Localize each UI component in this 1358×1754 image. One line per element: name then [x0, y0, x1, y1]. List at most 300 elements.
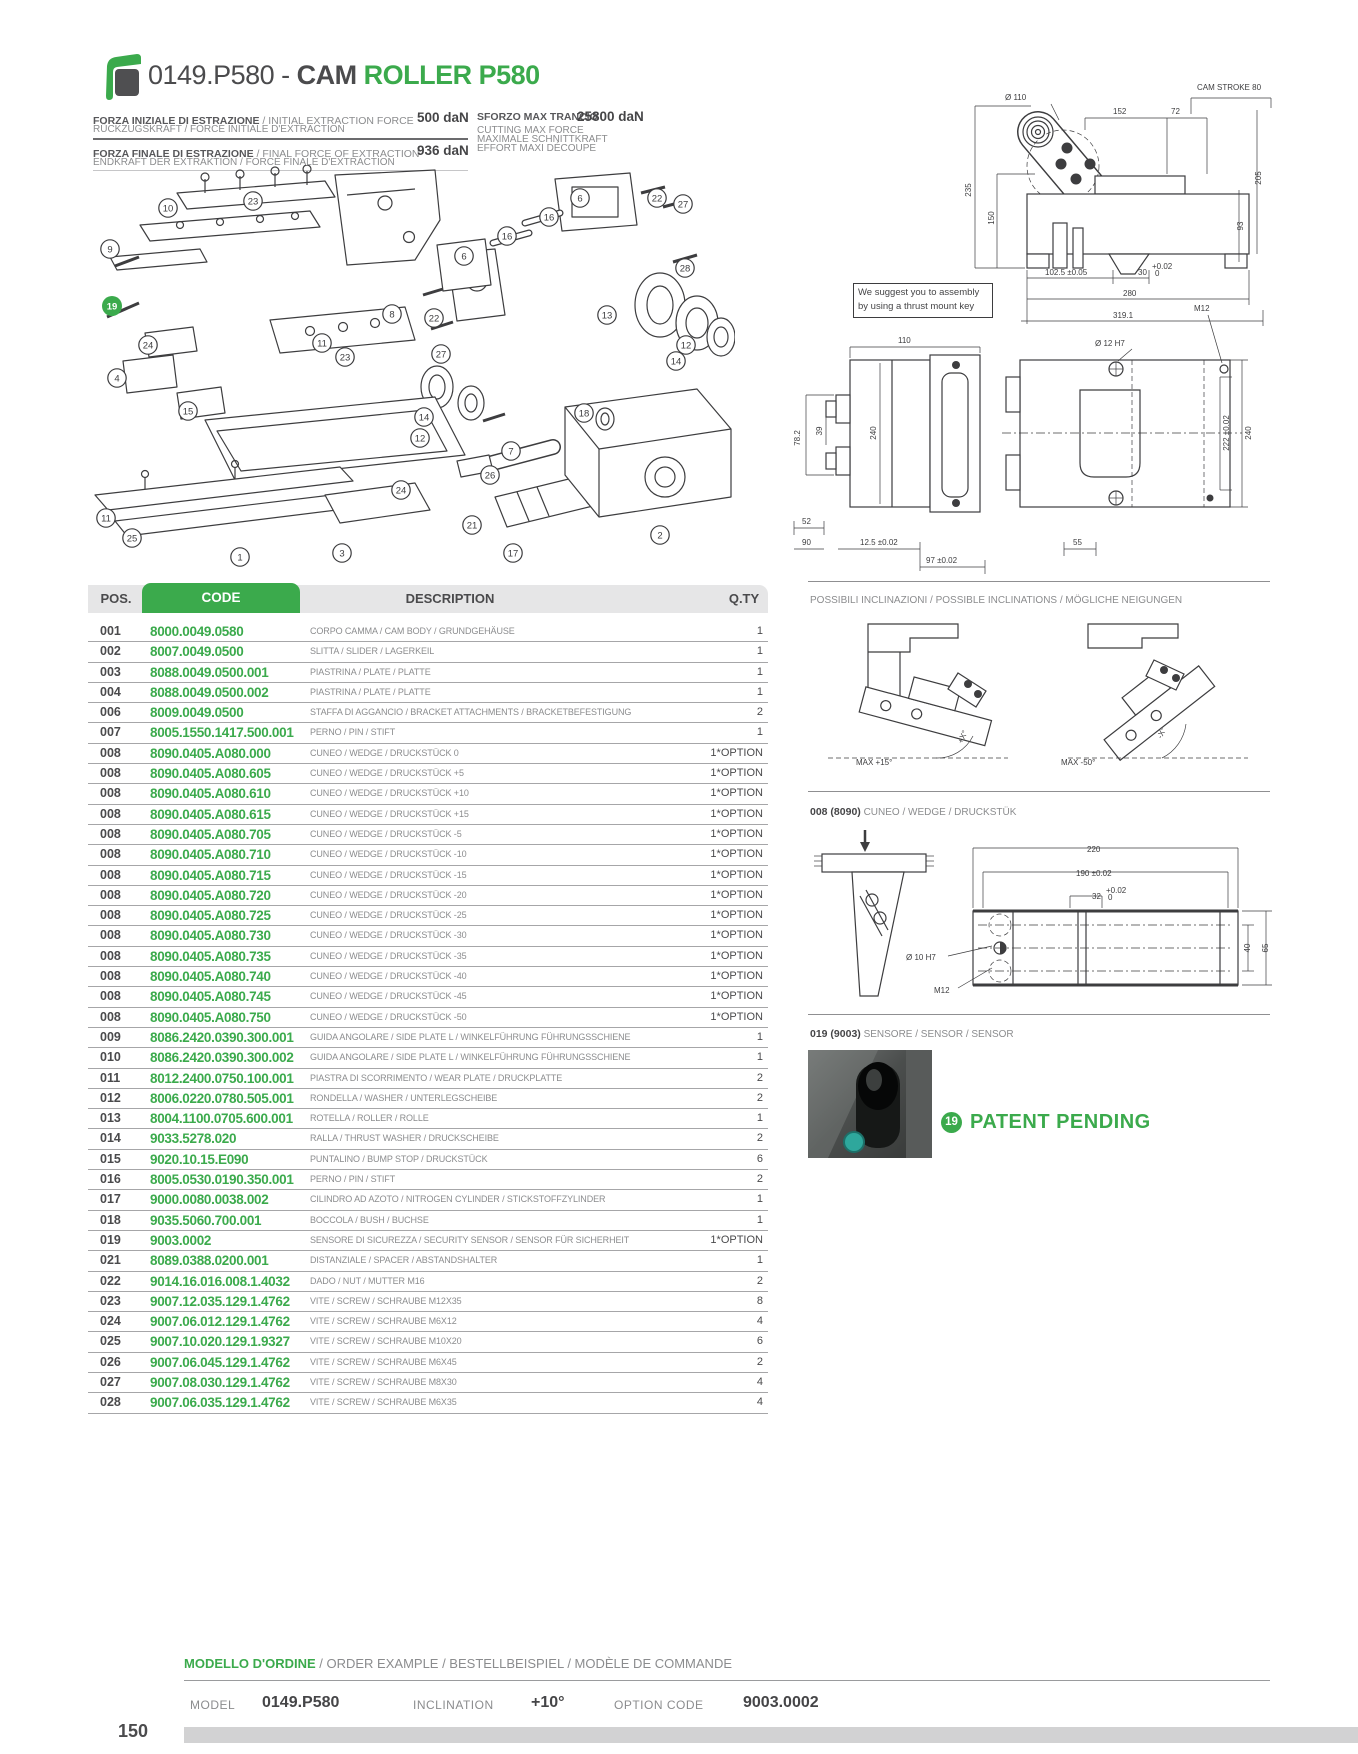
- svg-text:7: 7: [508, 446, 514, 458]
- cell-pos: 018: [100, 1212, 121, 1227]
- balloon: [392, 481, 410, 499]
- cell-pos: 007: [100, 725, 121, 740]
- dimension-label: Ø 12 H7: [1095, 339, 1125, 348]
- balloon: [575, 404, 593, 422]
- cell-code: 9020.10.15.E090: [150, 1151, 249, 1167]
- wedge-heading-text: CUNEO / WEDGE / DRUCKSTÜK: [860, 807, 1017, 818]
- cell-qty: 1: [756, 1213, 763, 1226]
- order-heading-it: MODELLO D'ORDINE: [184, 1656, 316, 1671]
- table-row: [88, 723, 768, 743]
- balloon: [432, 345, 450, 363]
- table-row: [88, 764, 768, 784]
- cell-desc: CUNEO / WEDGE / DRUCKSTÜCK -40: [310, 971, 467, 982]
- cutting-force-value: 25800 daN: [577, 109, 644, 124]
- cell-qty: 1*OPTION: [710, 909, 763, 922]
- svg-text:22: 22: [428, 313, 440, 325]
- patent-pending-badge: 19: [941, 1112, 962, 1133]
- cell-qty: 1*OPTION: [710, 929, 763, 942]
- cell-desc: RONDELLA / WASHER / UNTERLEGSCHEIBE: [310, 1092, 498, 1103]
- cell-pos: 021: [100, 1253, 121, 1268]
- cell-pos: 001: [100, 624, 121, 638]
- dimension-label: 319.1: [1113, 311, 1134, 320]
- dimension-label: 90: [802, 538, 811, 547]
- cell-code: 9007.08.030.129.1.4762: [150, 1374, 290, 1390]
- cell-pos: 016: [100, 1172, 121, 1187]
- cell-qty: 1*OPTION: [710, 767, 763, 780]
- svg-text:24: 24: [395, 485, 407, 497]
- cell-code: 9000.0080.0038.002: [150, 1192, 269, 1208]
- svg-text:19: 19: [106, 301, 118, 313]
- cell-code: 9033.5278.020: [150, 1131, 237, 1147]
- cell-pos: 008: [100, 766, 121, 781]
- svg-text:22: 22: [651, 193, 663, 205]
- cell-code: 8086.2420.0390.300.001: [150, 1029, 294, 1045]
- balloon: [540, 208, 558, 226]
- balloon: [677, 336, 695, 354]
- cell-qty: 1: [756, 1112, 763, 1125]
- dimension-label: +X°: [955, 729, 970, 745]
- balloon: [504, 544, 522, 562]
- balloon: [336, 348, 354, 366]
- cell-desc: CUNEO / WEDGE / DRUCKSTÜCK -30: [310, 930, 467, 941]
- dimension-label: MAX -50°: [1061, 758, 1096, 767]
- title-roller: ROLLER P580: [356, 60, 540, 90]
- cell-qty: 6: [756, 1335, 763, 1348]
- sensor-heading-code: 019 (9003): [810, 1028, 861, 1040]
- svg-text:15: 15: [182, 406, 194, 418]
- cell-code: 9003.0002: [150, 1232, 212, 1248]
- cell-pos: 008: [100, 948, 121, 963]
- dimension-label: 97 ±0.02: [926, 556, 958, 565]
- cell-pos: 008: [100, 969, 121, 984]
- cell-desc: GUIDA ANGOLARE / SIDE PLATE L / WINKELFÜHRUNG FÜHRUNGSSCHIENE: [310, 1052, 631, 1063]
- technical-drawing-front-view: [780, 295, 1270, 575]
- cell-pos: 002: [100, 644, 121, 659]
- table-row: [88, 1231, 768, 1251]
- cell-qty: 8: [756, 1294, 763, 1307]
- cell-code: 8090.0405.A080.735: [150, 948, 271, 964]
- balloon: [674, 195, 692, 213]
- cell-pos: 025: [100, 1334, 121, 1349]
- cell-desc: PIASTRINA / PLATE / PLATTE: [310, 666, 431, 677]
- dimension-label: 30: [1138, 268, 1147, 277]
- cell-qty: 1*OPTION: [710, 787, 763, 800]
- note-line-1: We suggest you to assembly: [858, 287, 980, 298]
- svg-text:12: 12: [414, 433, 426, 445]
- balloon: [139, 336, 157, 354]
- cell-code: 8090.0405.A080.740: [150, 969, 271, 985]
- cell-desc: SENSORE DI SICUREZZA / SECURITY SENSOR / SENSOR FÜR SICHERHEIT: [310, 1234, 630, 1245]
- dimension-label: Ø 110: [1005, 93, 1027, 102]
- svg-text:16: 16: [501, 231, 513, 243]
- cell-code: 8007.0049.0500: [150, 644, 244, 660]
- balloon: [333, 544, 351, 562]
- balloon: [179, 402, 197, 420]
- cell-desc: CUNEO / WEDGE / DRUCKSTÜCK 0: [310, 747, 459, 758]
- dimension-label: Ø 10 H7: [906, 953, 936, 962]
- cell-pos: 004: [100, 684, 121, 699]
- cutting-force-title: SFORZO MAX TRANCIO: [477, 111, 598, 123]
- svg-text:14: 14: [418, 412, 430, 424]
- svg-text:9: 9: [107, 244, 113, 256]
- cell-qty: 2: [756, 1173, 763, 1186]
- cell-qty: 2: [756, 1091, 763, 1104]
- svg-text:11: 11: [317, 338, 327, 350]
- patent-pending-label: PATENT PENDING: [970, 1111, 1151, 1133]
- cell-code: 9007.06.045.129.1.4762: [150, 1354, 290, 1370]
- balloon: [383, 305, 401, 323]
- cell-qty: 2: [756, 1355, 763, 1368]
- cell-code: 9007.12.035.129.1.4762: [150, 1293, 290, 1309]
- header-description: DESCRIPTION: [405, 591, 495, 606]
- balloon: [502, 442, 520, 460]
- table-row: [88, 926, 768, 946]
- cell-code: 8090.0405.A080.730: [150, 928, 271, 944]
- parts-table-header: [88, 585, 768, 613]
- wedge-heading: [810, 806, 1016, 818]
- cell-code: 8009.0049.0500: [150, 705, 244, 721]
- cell-qty: 1: [756, 1030, 763, 1043]
- header-qty: Q.TY: [728, 591, 760, 606]
- cell-code: 8088.0049.0500.002: [150, 684, 269, 700]
- option-code-value: 9003.0002: [743, 1694, 819, 1711]
- table-row: [88, 1332, 768, 1352]
- cell-qty: 2: [756, 1071, 763, 1084]
- initial-extraction-force-sub: RÜCKZUGSKRAFT / FORCE INITIALE D'EXTRACTION: [93, 124, 345, 135]
- svg-text:12: 12: [680, 340, 692, 352]
- dimension-label: MAX +15°: [856, 758, 893, 767]
- table-row: [88, 1089, 768, 1109]
- table-row: [88, 845, 768, 865]
- cell-desc: VITE / SCREW / SCHRAUBE M12X35: [310, 1295, 462, 1306]
- dimension-label: 39: [815, 426, 824, 436]
- order-divider: [184, 1680, 1270, 1681]
- table-row: [88, 703, 768, 723]
- balloon: [676, 259, 694, 277]
- cell-code: 8006.0220.0780.505.001: [150, 1090, 294, 1106]
- cell-pos: 023: [100, 1293, 121, 1308]
- cell-code: 9035.5060.700.001: [150, 1212, 262, 1228]
- svg-text:26: 26: [484, 470, 496, 482]
- cell-pos: 019: [100, 1232, 121, 1247]
- cell-code: 9007.06.035.129.1.4762: [150, 1395, 290, 1411]
- svg-text:10: 10: [162, 203, 174, 215]
- balloon: [231, 548, 249, 566]
- cell-pos: 028: [100, 1395, 121, 1410]
- balloon: [101, 240, 119, 258]
- cutting-force-de: MAXIMALE SCHNITTKRAFT: [477, 134, 608, 145]
- cell-code: 9007.10.020.129.1.9327: [150, 1334, 290, 1350]
- option-code-label: OPTION CODE: [614, 1698, 704, 1712]
- cell-code: 8090.0405.A080.710: [150, 847, 271, 863]
- final-force-value: 936 daN: [417, 143, 469, 158]
- table-row: [88, 805, 768, 825]
- cell-pos: 022: [100, 1273, 121, 1288]
- balloon: [598, 306, 616, 324]
- cell-qty: 1*OPTION: [710, 970, 763, 983]
- balloon: [159, 199, 177, 217]
- table-row: [88, 642, 768, 662]
- dimension-label: +0.02: [1152, 262, 1173, 271]
- cell-pos: 008: [100, 786, 121, 801]
- cell-pos: 008: [100, 745, 121, 760]
- cell-desc: VITE / SCREW / SCHRAUBE M8X30: [310, 1376, 457, 1387]
- dimension-label: M12: [934, 986, 950, 995]
- cell-code: 8090.0405.A080.750: [150, 1009, 271, 1025]
- balloon: [571, 189, 589, 207]
- cell-desc: CUNEO / WEDGE / DRUCKSTÜCK -25: [310, 910, 467, 921]
- cell-qty: 1*OPTION: [710, 1010, 763, 1023]
- cell-code: 9007.06.012.129.1.4762: [150, 1314, 290, 1330]
- dimension-label: 152: [1113, 107, 1127, 116]
- cell-code: 8090.0405.A080.615: [150, 806, 271, 822]
- section-divider: [808, 581, 1270, 582]
- svg-text:6: 6: [461, 251, 467, 263]
- dimension-label: 55: [1073, 538, 1082, 547]
- cell-pos: 008: [100, 1009, 121, 1024]
- cell-pos: 010: [100, 1050, 121, 1065]
- cell-desc: ROTELLA / ROLLER / ROLLE: [310, 1113, 429, 1124]
- cell-code: 8090.0405.A080.610: [150, 786, 271, 802]
- dimension-label: 205: [1254, 171, 1263, 185]
- table-row: [88, 1393, 768, 1413]
- cell-code: 8089.0388.0200.001: [150, 1253, 269, 1269]
- cell-pos: 008: [100, 867, 121, 882]
- svg-text:1: 1: [237, 552, 243, 564]
- cell-desc: CUNEO / WEDGE / DRUCKSTÜCK -10: [310, 849, 467, 860]
- cell-code: 8086.2420.0390.300.002: [150, 1050, 294, 1066]
- header-code: CODE: [142, 583, 300, 613]
- cell-code: 8090.0405.A080.000: [150, 745, 271, 761]
- table-row: [88, 1190, 768, 1210]
- table-row: [88, 1312, 768, 1332]
- cell-pos: 008: [100, 989, 121, 1004]
- balloon: [425, 309, 443, 327]
- table-row: [88, 1069, 768, 1089]
- balloon: [651, 526, 669, 544]
- cell-desc: VITE / SCREW / SCHRAUBE M6X12: [310, 1316, 457, 1327]
- header-pos: POS.: [100, 591, 132, 606]
- cell-qty: 1*OPTION: [710, 827, 763, 840]
- table-row: [88, 1048, 768, 1068]
- cell-qty: 1: [756, 625, 763, 637]
- model-label: MODEL: [190, 1698, 236, 1712]
- cell-qty: 1: [756, 1254, 763, 1267]
- cell-qty: 1: [756, 1051, 763, 1064]
- spec-label: FORZA INIZIALE DI ESTRAZIONE: [93, 115, 260, 127]
- balloon: [411, 429, 429, 447]
- cell-qty: 4: [756, 1315, 763, 1328]
- sensor-heading: [810, 1028, 1014, 1040]
- cell-code: 8005.1550.1417.500.001: [150, 725, 294, 741]
- cell-desc: GUIDA ANGOLARE / SIDE PLATE L / WINKELFÜHRUNG FÜHRUNGSSCHIENE: [310, 1031, 631, 1042]
- table-row: [88, 744, 768, 764]
- dimension-label: 110: [898, 336, 911, 345]
- dimension-label: 235: [964, 183, 973, 197]
- cell-pos: 013: [100, 1111, 121, 1126]
- cell-qty: 1*OPTION: [710, 848, 763, 861]
- table-row: [88, 622, 768, 642]
- cell-code: 8090.0405.A080.745: [150, 989, 271, 1005]
- table-row: [88, 1028, 768, 1048]
- cell-qty: 1: [756, 1193, 763, 1206]
- cell-qty: 1*OPTION: [710, 868, 763, 881]
- balloon: [108, 369, 126, 387]
- spec-divider: [93, 138, 468, 140]
- cell-pos: 003: [100, 664, 121, 679]
- table-row: [88, 784, 768, 804]
- table-row: [88, 1150, 768, 1170]
- cutting-force-fr: EFFORT MAXI DÉCOUPE: [477, 143, 597, 154]
- svg-text:17: 17: [507, 548, 519, 560]
- cell-code: 8088.0049.0500.001: [150, 664, 269, 680]
- balloon: [648, 189, 666, 207]
- balloon: [415, 408, 433, 426]
- table-row: [88, 1292, 768, 1312]
- balloon: [463, 516, 481, 534]
- cell-desc: CUNEO / WEDGE / DRUCKSTÜCK +15: [310, 808, 469, 819]
- dimension-label: 93: [1236, 221, 1245, 231]
- cell-desc: PIASTRINA / PLATE / PLATTE: [310, 686, 431, 697]
- cell-desc: PIASTRA DI SCORRIMENTO / WEAR PLATE / DRUCKPLATTE: [310, 1072, 563, 1083]
- inclination-value: +10°: [531, 1694, 565, 1711]
- svg-text:13: 13: [601, 310, 613, 322]
- cell-desc: VITE / SCREW / SCHRAUBE M10X20: [310, 1336, 462, 1347]
- cell-code: 8000.0049.0580: [150, 624, 244, 639]
- cell-pos: 012: [100, 1090, 121, 1105]
- table-row: [88, 825, 768, 845]
- inclinations-figure: [808, 618, 1270, 786]
- cell-pos: 008: [100, 826, 121, 841]
- initial-force-value: 500 daN: [417, 110, 469, 125]
- cell-pos: 008: [100, 887, 121, 902]
- cell-qty: 1: [756, 645, 763, 658]
- cell-desc: CUNEO / WEDGE / DRUCKSTÜCK +5: [310, 768, 464, 779]
- svg-text:14: 14: [670, 356, 682, 368]
- cell-qty: 4: [756, 1396, 763, 1409]
- cell-qty: 1*OPTION: [710, 746, 763, 759]
- cell-desc: CUNEO / WEDGE / DRUCKSTÜCK -50: [310, 1011, 467, 1022]
- balloon: [498, 227, 516, 245]
- table-row: [88, 1170, 768, 1190]
- dimension-label: 65: [1261, 943, 1270, 953]
- order-heading-translations: / ORDER EXAMPLE / BESTELLBEISPIEL / MODÈLE DE COMMANDE: [315, 1656, 733, 1671]
- cell-pos: 026: [100, 1354, 121, 1369]
- dimension-label: 12.5 ±0.02: [860, 538, 898, 547]
- table-row: [88, 1373, 768, 1393]
- cell-desc: CUNEO / WEDGE / DRUCKSTÜCK -45: [310, 991, 467, 1002]
- page-number: 150: [118, 1721, 149, 1741]
- dimension-label: -X°: [1155, 725, 1169, 740]
- svg-text:23: 23: [339, 352, 351, 364]
- cell-pos: 014: [100, 1131, 121, 1146]
- balloon: [97, 509, 115, 527]
- spec-label: FORZA FINALE DI ESTRAZIONE: [93, 148, 254, 160]
- dimension-label: +0.02: [1106, 886, 1127, 895]
- table-row: [88, 1211, 768, 1231]
- cell-code: 9014.16.016.008.1.4032: [150, 1273, 290, 1289]
- table-row: [88, 1353, 768, 1373]
- order-example-heading: [184, 1656, 732, 1671]
- cell-qty: 1*OPTION: [710, 990, 763, 1003]
- cell-desc: CILINDRO AD AZOTO / NITROGEN CYLINDER / STICKSTOFFZYLINDER: [310, 1194, 606, 1205]
- cell-desc: VITE / SCREW / SCHRAUBE M6X35: [310, 1397, 457, 1408]
- model-value: 0149.P580: [262, 1694, 340, 1711]
- cell-desc: VITE / SCREW / SCHRAUBE M6X45: [310, 1356, 457, 1367]
- cell-qty: 2: [756, 1132, 763, 1145]
- svg-text:27: 27: [677, 199, 689, 211]
- exploded-view-diagram: [85, 165, 735, 585]
- cell-qty: 2: [756, 706, 763, 719]
- cell-code: 8090.0405.A080.715: [150, 867, 271, 883]
- parts-table-rows: [88, 622, 768, 1414]
- inclinations-heading: POSSIBILI INCLINAZIONI / POSSIBLE INCLINATIONS / MÖGLICHE NEIGUNGEN: [810, 595, 1183, 606]
- page-title: [148, 60, 540, 91]
- dimension-label: 240: [869, 426, 878, 440]
- cell-pos: 027: [100, 1374, 121, 1389]
- dimension-label: 102.5 ±0.05: [1045, 268, 1088, 277]
- footer-bar: [184, 1727, 1358, 1743]
- table-row: [88, 886, 768, 906]
- section-divider: [808, 1014, 1270, 1015]
- cell-qty: 1*OPTION: [710, 807, 763, 820]
- balloon: [481, 466, 499, 484]
- cell-desc: STAFFA DI AGGANCIO / BRACKET ATTACHMENTS / BRACKETBEFESTIGUNG: [310, 707, 632, 718]
- svg-text:28: 28: [679, 263, 691, 275]
- dimension-label: 32: [1092, 892, 1101, 901]
- svg-text:27: 27: [435, 349, 447, 361]
- cell-pos: 017: [100, 1192, 121, 1207]
- svg-text:21: 21: [466, 520, 478, 532]
- balloon: [313, 334, 331, 352]
- balloon: [123, 529, 141, 547]
- cell-pos: 008: [100, 928, 121, 943]
- cell-desc: PERNO / PIN / STIFT: [310, 1174, 396, 1185]
- cell-code: 8090.0405.A080.605: [150, 766, 271, 782]
- note-line-2: by using a thrust mount key: [858, 301, 975, 312]
- cell-code: 8090.0405.A080.720: [150, 887, 271, 903]
- svg-text:6: 6: [577, 193, 583, 205]
- svg-text:2: 2: [657, 530, 663, 542]
- table-row: [88, 967, 768, 987]
- cell-desc: CUNEO / WEDGE / DRUCKSTÜCK -5: [310, 828, 462, 839]
- cell-desc: CUNEO / WEDGE / DRUCKSTÜCK -20: [310, 889, 467, 900]
- cell-pos: 008: [100, 806, 121, 821]
- balloon: [244, 192, 262, 210]
- table-row: [88, 1251, 768, 1271]
- sensor-photo: [808, 1050, 932, 1158]
- spec-label-translation: / FINAL FORCE OF EXTRACTION: [253, 148, 420, 160]
- cell-desc: BOCCOLA / BUSH / BUCHSE: [310, 1214, 429, 1225]
- dimension-label: 222 ±0.02: [1222, 415, 1231, 451]
- cell-qty: 1*OPTION: [710, 1233, 763, 1246]
- dimension-label: M12: [1194, 304, 1210, 313]
- table-row: [88, 947, 768, 967]
- cell-qty: 6: [756, 1152, 763, 1165]
- svg-text:18: 18: [578, 408, 590, 420]
- cell-desc: CUNEO / WEDGE / DRUCKSTÜCK +10: [310, 788, 469, 799]
- cell-qty: 1: [756, 726, 763, 739]
- table-row: [88, 1129, 768, 1149]
- cell-qty: 1: [756, 685, 763, 698]
- cell-desc: CUNEO / WEDGE / DRUCKSTÜCK -15: [310, 869, 467, 880]
- cell-code: 8090.0405.A080.725: [150, 908, 271, 924]
- table-row: [88, 1272, 768, 1292]
- table-row: [88, 866, 768, 886]
- dimension-label: 150: [987, 211, 996, 225]
- wedge-figure: [808, 828, 1278, 1014]
- cell-pos: 008: [100, 847, 121, 862]
